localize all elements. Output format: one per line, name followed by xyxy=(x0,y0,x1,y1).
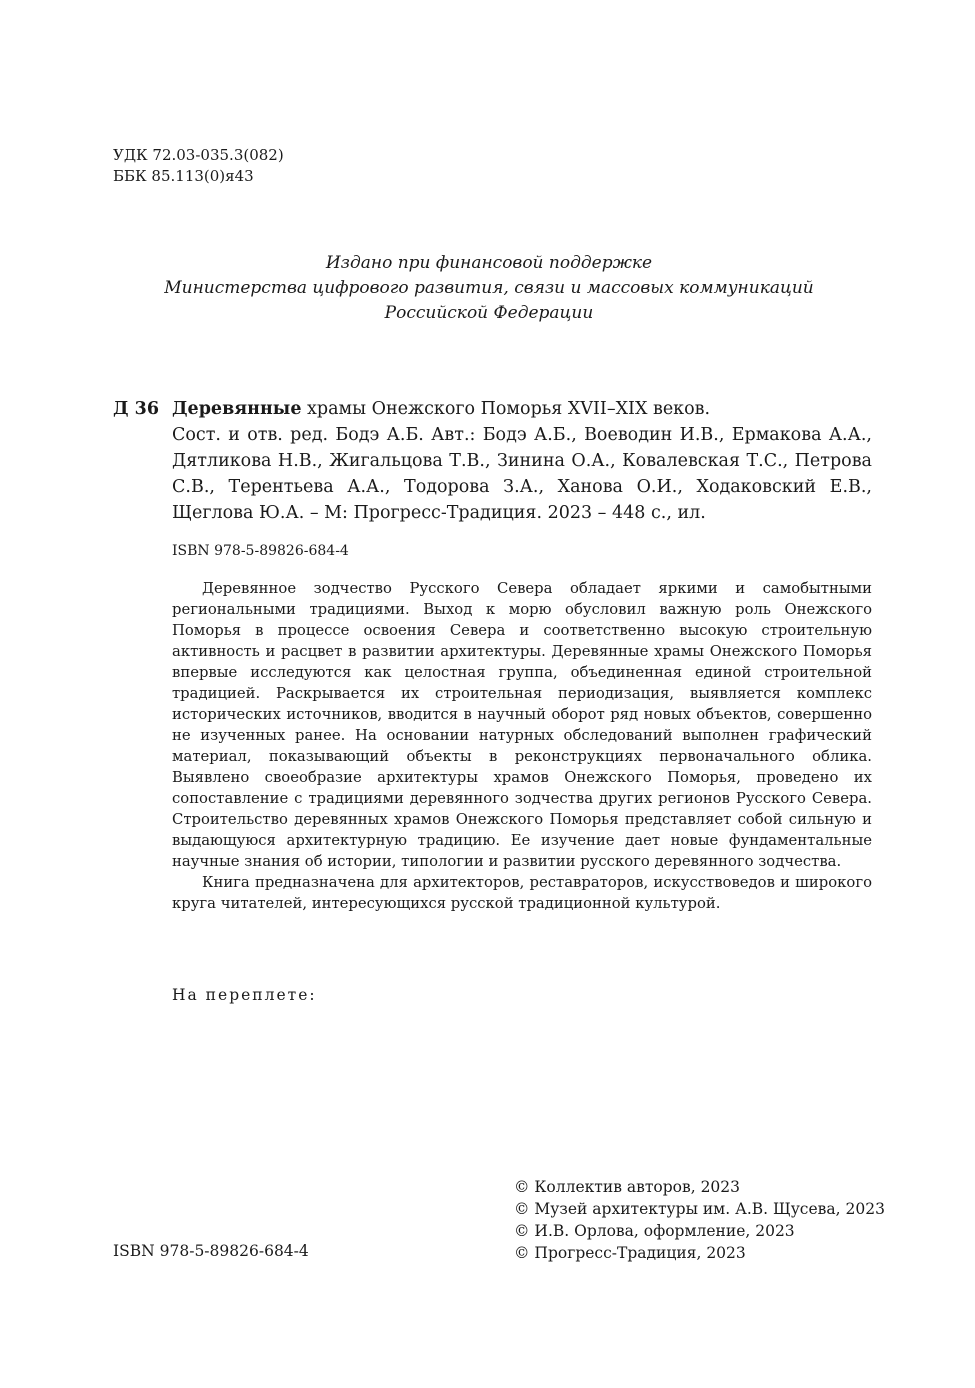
copyright-line: © Прогресс-Традиция, 2023 xyxy=(514,1244,746,1262)
funding-note xyxy=(113,251,865,326)
entry-title: храмы Онежского Поморья XVII–XIX веков. xyxy=(301,399,711,419)
entry-lead-word: Деревянные xyxy=(172,399,302,419)
funding-line-2: Министерства цифрового развития, связи и массовых коммуникаций xyxy=(164,278,814,298)
copyright-block xyxy=(514,1176,885,1264)
copyright-line: © И.В. Орлова, оформление, 2023 xyxy=(514,1222,795,1240)
classification-codes xyxy=(113,145,284,187)
isbn-top: ISBN 978-5-89826-684-4 xyxy=(172,543,349,559)
abstract-paragraph-2: Книга предназначена для архитекторов, реставраторов, искусствоведов и широкого круга читателей, интересующихся русской традиционной культурой. xyxy=(172,874,872,912)
catalog-code: Д 36 xyxy=(113,399,160,419)
abstract-paragraph-1: Деревянное зодчество Русского Севера обладает яркими и самобытными региональными традициями. Выход к морю обусловил важную роль Онежского Поморья в процессе освоения Севера и соответственно высокую строительную активность и расцвет в развитии архитектуры. Деревянные храмы Онежского Поморья впервые исследуются как целостная группа, объединенная единой строительной традицией. Раскрывается их строительная периодизация, выявляется комплекс исторических источников, вводится в научный оборот ряд новых объектов, совершенно не изученных ранее. На основании натурных обследований выполнен графический материал, показывающий объекты в реконструкциях первоначального облика. Выявлено своеобразие архитектуры храмов Онежского Поморья, проведено их сопоставление с традициями деревянного зодчества других регионов Русского Севера. Строительство деревянных храмов Онежского Поморья представляет собой сильную и выдающуюся архитектурную традицию. Ее изучение дает новые фундаментальные научные знания об истории, типологии и развитии русского деревянного зодчества. xyxy=(172,580,872,870)
funding-line-1: Издано при финансовой поддержке xyxy=(325,253,653,273)
abstract xyxy=(172,578,872,914)
udc-code: УДК 72.03-035.3(082) xyxy=(113,146,284,164)
copyright-line: © Коллектив авторов, 2023 xyxy=(514,1178,741,1196)
isbn-bottom: ISBN 978-5-89826-684-4 xyxy=(113,1242,309,1260)
cover-label: На переплете: xyxy=(172,986,317,1004)
bibliographic-entry xyxy=(172,396,872,526)
entry-authors: Сост. и отв. ред. Бодэ А.Б. Авт.: Бодэ А.Б., Воеводин И.В., Ермакова А.А., Дятликова Н.В., Жигальцова Т.В., Зинина О.А., Ковалевская Т.С., Петрова С.В., Терентьева А.А., Тодорова З.А., Ханова О.И., Ходаковский Е.В., Щеглова Ю.А. – М: Прогресс-Традиция. 2023 – 448 с., ил. xyxy=(172,425,872,523)
copyright-line: © Музей архитектуры им. А.В. Щусева, 2023 xyxy=(514,1200,885,1218)
bbk-code: ББК 85.113(0)я43 xyxy=(113,167,254,185)
funding-line-3: Российской Федерации xyxy=(384,303,594,323)
